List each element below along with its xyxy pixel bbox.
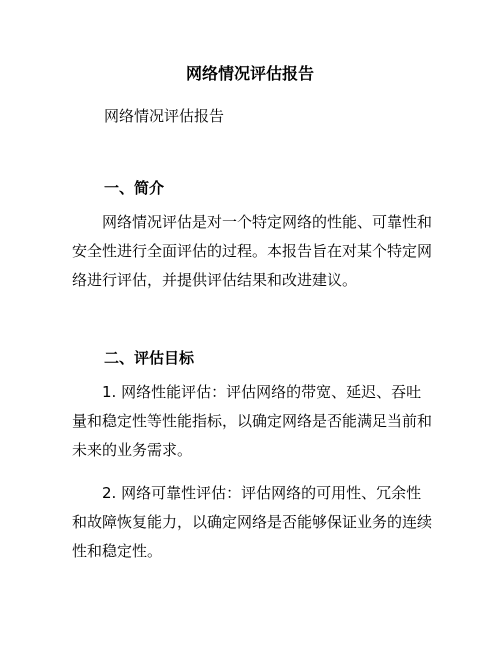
document-title: 网络情况评估报告	[185, 64, 314, 83]
section-heading-intro: 一、简介	[104, 179, 165, 197]
goal-paragraph-performance: 1. 网络性能评估：评估网络的带宽、延迟、吞吐量和稳定性等性能指标，以确定网络是否能满足当前和未来的业务需求。	[72, 383, 433, 459]
section-heading-goals: 二、评估目标	[104, 349, 195, 367]
document-subtitle: 网络情况评估报告	[104, 107, 225, 125]
goal-paragraph-reliability: 2. 网络可靠性评估：评估网络的可用性、冗余性和故障恢复能力，以确定网络是否能够保证业务的连续性和稳定性。	[72, 484, 433, 560]
intro-paragraph: 网络情况评估是对一个特定网络的性能、可靠性和安全性进行全面评估的过程。本报告旨在对某个特定网络进行评估，并提供评估结果和改进建议。	[72, 213, 433, 289]
